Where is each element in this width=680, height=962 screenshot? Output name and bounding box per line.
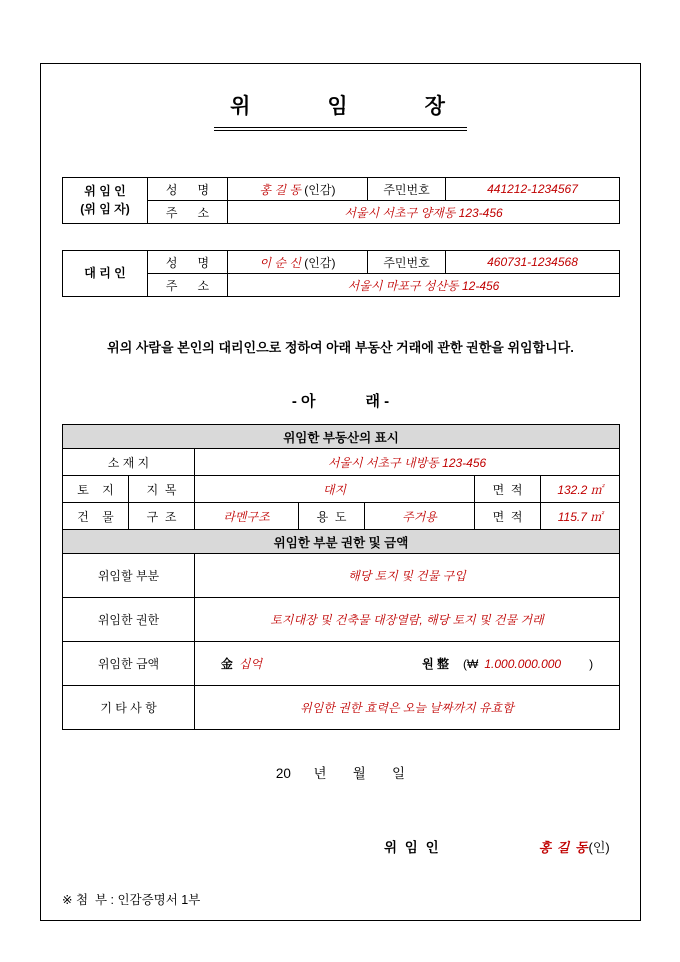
etc-value: 위임한 권한 효력은 오늘 날짜까지 유효함 — [195, 686, 620, 730]
scope-row — [63, 554, 620, 598]
location-label: 소 재 지 — [63, 449, 195, 476]
agent-name-label: 성 명 — [148, 251, 228, 274]
amount-number-value: 1.000.000.000 — [484, 657, 562, 671]
agent-name-cell — [228, 251, 368, 274]
agent-name-value: 이 순 신 — [259, 255, 301, 270]
land-label: 토 지 — [63, 476, 129, 503]
amount-won-suffix: 원 整 — [422, 657, 450, 671]
land-category-label: 지 목 — [129, 476, 195, 503]
signature-row — [62, 836, 619, 856]
scope-label: 위임할 부분 — [63, 554, 195, 598]
building-area-value: 115.7 ㎡ — [541, 503, 620, 530]
agent-table — [62, 250, 620, 297]
signature-seal-mark: (인) — [588, 840, 610, 855]
amount-paren-open: (₩ — [463, 657, 479, 671]
structure-value: 라멘구조 — [195, 503, 299, 530]
agent-address-value: 서울시 마포구 성산동 12-456 — [228, 274, 620, 297]
section-divider: - 아 래 - — [291, 393, 390, 410]
structure-label: 구 조 — [129, 503, 195, 530]
principal-name-label: 성 명 — [148, 178, 228, 201]
principal-id-label: 주민번호 — [368, 178, 446, 201]
document-frame — [40, 63, 641, 921]
principal-id-value: 441212-1234567 — [446, 178, 620, 201]
date-line: 20 년 월 일 — [275, 766, 406, 781]
agent-role-cell: 대 리 인 — [63, 251, 148, 297]
amount-value-cell — [195, 642, 620, 686]
location-row — [63, 449, 620, 476]
agent-id-label: 주민번호 — [368, 251, 446, 274]
property-table — [62, 424, 620, 730]
etc-label: 기 타 사 항 — [63, 686, 195, 730]
principal-role-cell — [63, 178, 148, 224]
land-area-value: 132.2 ㎡ — [541, 476, 620, 503]
principal-role-line1: 위 임 인 — [84, 184, 126, 199]
authority-label: 위임한 권한 — [63, 598, 195, 642]
location-value: 서울시 서초구 내방동 123-456 — [195, 449, 620, 476]
signature-name-block — [539, 837, 610, 856]
agent-seal-note: (인감) — [300, 255, 336, 270]
principal-address-label: 주 소 — [148, 201, 228, 224]
principal-name-value: 홍 길 동 — [259, 182, 301, 197]
principal-table — [62, 177, 620, 224]
signature-role-label: 위 임 인 — [384, 840, 441, 855]
amount-row — [63, 642, 620, 686]
authority-row — [63, 598, 620, 642]
principal-row-name — [63, 178, 620, 201]
agent-address-label: 주 소 — [148, 274, 228, 297]
land-row — [63, 476, 620, 503]
attachment-note: ※ 첨 부 : 인감증명서 1부 — [62, 893, 201, 907]
agent-id-value: 460731-1234568 — [446, 251, 620, 274]
building-area-label: 면 적 — [475, 503, 541, 530]
agent-row-name — [63, 251, 620, 274]
delegation-statement: 위의 사람을 본인의 대리인으로 정하여 아래 부동산 거래에 관한 권한을 위임합니다. — [107, 340, 574, 355]
amount-currency-kanji: 金 — [220, 657, 233, 671]
principal-seal-note: (인감) — [300, 182, 336, 197]
building-label: 건 물 — [63, 503, 129, 530]
property-section1-header: 위임한 부동산의 표시 — [63, 425, 620, 449]
scope-value: 해당 토지 및 건물 구입 — [195, 554, 620, 598]
etc-row — [63, 686, 620, 730]
property-section1-header-row — [63, 425, 620, 449]
title-wrap — [62, 90, 619, 131]
principal-address-value: 서울시 서초구 양재동 123-456 — [228, 201, 620, 224]
property-section2-header: 위임한 부분 권한 및 금액 — [63, 530, 620, 554]
building-row — [63, 503, 620, 530]
amount-korean-value: 십억 — [238, 657, 263, 671]
page-title: 위 임 장 — [214, 90, 467, 131]
land-area-label: 면 적 — [475, 476, 541, 503]
signature-name-value: 홍 길 동 — [538, 840, 589, 855]
land-category-value: 대지 — [195, 476, 475, 503]
amount-paren-close: ) — [589, 657, 594, 671]
usage-label: 용 도 — [299, 503, 365, 530]
principal-name-cell — [228, 178, 368, 201]
principal-role-line2: (위 임 자) — [80, 201, 130, 216]
property-section2-header-row — [63, 530, 620, 554]
authority-value: 토지대장 및 건축물 대장열람, 해당 토지 및 건물 거래 — [195, 598, 620, 642]
amount-label: 위임한 금액 — [63, 642, 195, 686]
usage-value: 주거용 — [365, 503, 475, 530]
